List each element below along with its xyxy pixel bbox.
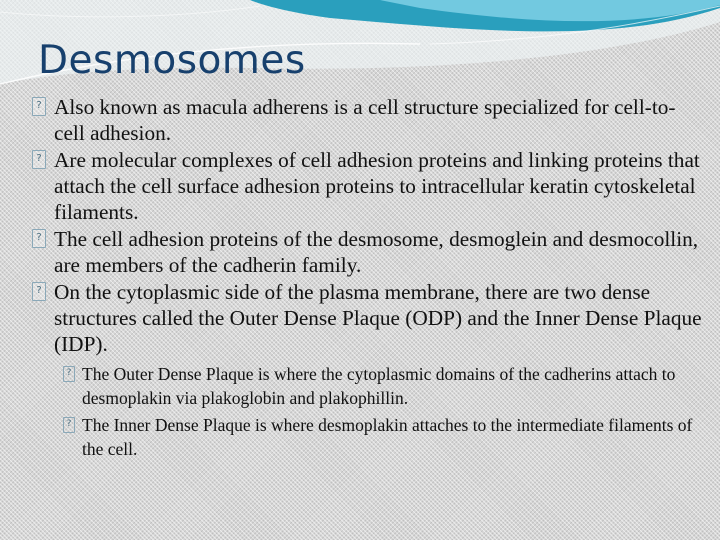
- bullet-item: [32, 147, 702, 225]
- bullet-text: The cell adhesion proteins of the desmosome, desmoglein and desmocollin, are members of the cadherin family.: [54, 227, 699, 277]
- bullet-text: Are molecular complexes of cell adhesion proteins and linking proteins that attach the cell surface adhesion proteins to intracellular keratin cytoskeletal filaments.: [54, 148, 700, 224]
- bullet-item: [32, 94, 702, 146]
- bullet-glyph-icon: ?: [32, 97, 46, 116]
- bullet-glyph-icon: ?: [32, 229, 46, 248]
- bullet-glyph-icon: ?: [32, 282, 46, 301]
- slide-title: Desmosomes: [38, 38, 306, 83]
- bullet-item: [32, 226, 702, 278]
- bullet-text: On the cytoplasmic side of the plasma membrane, there are two dense structures called the Outer Dense Plaque (ODP) and the Inner Dense Plaque (IDP).: [54, 280, 702, 356]
- slide-body: [32, 94, 702, 461]
- sub-bullet-text: The Outer Dense Plaque is where the cytoplasmic domains of the cadherins attach to desmoplakin via plakoglobin and plakophillin.: [82, 364, 676, 408]
- sub-bullet-glyph-icon: ?: [63, 366, 75, 382]
- sub-bullet-glyph-icon: ?: [63, 417, 75, 433]
- bullet-text: Also known as macula adherens is a cell structure specialized for cell-to-cell adhesion.: [54, 95, 676, 145]
- sub-bullet-list: [50, 362, 702, 461]
- bullet-item: [32, 279, 702, 357]
- sub-bullet-item: [50, 362, 702, 410]
- sub-bullet-item: [50, 413, 702, 461]
- sub-bullet-text: The Inner Dense Plaque is where desmoplakin attaches to the intermediate filaments of the cell.: [82, 415, 693, 459]
- bullet-glyph-icon: ?: [32, 150, 46, 169]
